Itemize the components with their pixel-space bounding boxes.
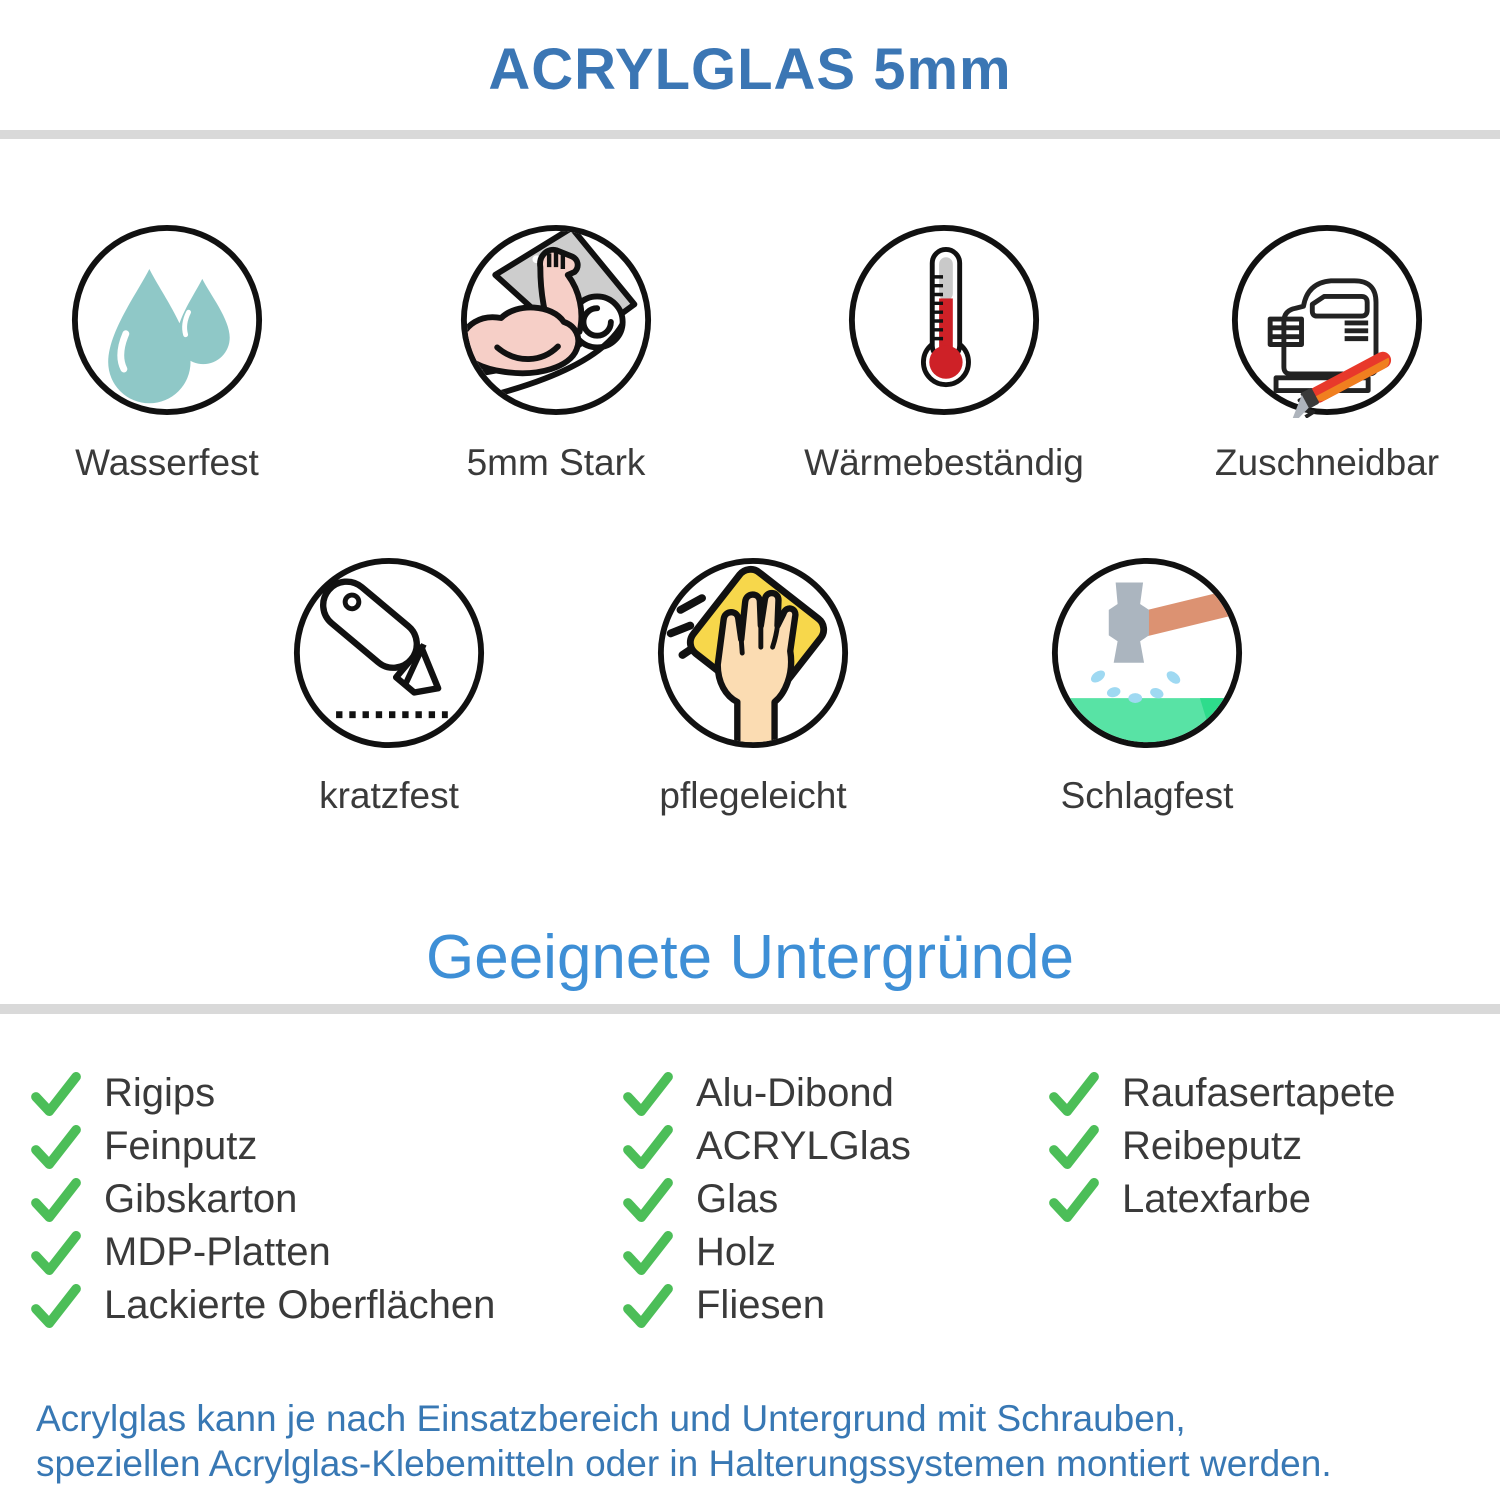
feature-scratch-resistant (219, 555, 559, 817)
surface-label: Raufasertapete (1122, 1071, 1396, 1115)
page-title: ACRYLGLAS 5mm (488, 37, 1012, 102)
feature-waterproof (0, 222, 337, 484)
list-item (30, 1120, 495, 1173)
flexed-arm-roll-icon (458, 222, 654, 418)
list-item (1048, 1120, 1396, 1173)
list-item (622, 1173, 911, 1226)
list-item (622, 1120, 911, 1173)
checkmark-icon (1048, 1178, 1100, 1222)
surface-label: Gibskarton (104, 1177, 298, 1221)
checkmark-icon (622, 1072, 674, 1116)
surface-label: Fliesen (696, 1283, 825, 1327)
feature-label: Zuschneidbar (1214, 442, 1440, 483)
surface-label: Reibeputz (1122, 1124, 1303, 1168)
surfaces-column-2 (622, 1067, 911, 1332)
divider (0, 1004, 1500, 1014)
list-item (622, 1067, 911, 1120)
feature-cuttable (1157, 222, 1497, 484)
checkmark-icon (30, 1284, 82, 1328)
checkmark-icon (622, 1231, 674, 1275)
list-item (622, 1226, 911, 1279)
surface-label: Feinputz (104, 1124, 258, 1168)
checkmark-icon (30, 1231, 82, 1275)
footer-line-1: Acrylglas kann je nach Einsatzbereich und Untergrund mit Schrauben, (36, 1398, 1186, 1439)
list-item (30, 1226, 495, 1279)
footer-note (36, 1396, 1332, 1486)
feature-label: pflegeleicht (659, 775, 847, 816)
jigsaw-cutter-icon (1229, 222, 1425, 418)
list-item (30, 1067, 495, 1120)
checkmark-icon (1048, 1125, 1100, 1169)
feature-label: Schlagfest (1060, 775, 1234, 816)
checkmark-icon (1048, 1072, 1100, 1116)
feature-label: Wasserfest (75, 442, 259, 483)
list-item (1048, 1173, 1396, 1226)
feature-thickness (386, 222, 726, 484)
surface-label: Alu-Dibond (696, 1071, 894, 1115)
feature-label: Wärmebeständig (804, 442, 1084, 483)
surfaces-column-3 (1048, 1067, 1396, 1226)
checkmark-icon (622, 1178, 674, 1222)
checkmark-icon (622, 1125, 674, 1169)
hammer-impact-icon (1049, 555, 1245, 751)
feature-impact-resistant (977, 555, 1317, 817)
feature-easy-care (583, 555, 923, 817)
checkmark-icon (30, 1178, 82, 1222)
feature-label: kratzfest (319, 775, 459, 816)
surface-label: MDP-Platten (104, 1230, 331, 1274)
water-drops-icon (69, 222, 265, 418)
list-item (30, 1279, 495, 1332)
checkmark-icon (30, 1072, 82, 1116)
list-item (622, 1279, 911, 1332)
divider (0, 130, 1500, 139)
feature-label: 5mm Stark (466, 442, 646, 483)
surface-label: Glas (696, 1177, 779, 1221)
surface-label: ACRYLGlas (696, 1124, 911, 1168)
surfaces-column-1 (30, 1067, 495, 1332)
footer-line-2: speziellen Acrylglas-Klebemitteln oder in Halterungssystemen montiert werden. (36, 1443, 1332, 1484)
section-title: Geeignete Untergründe (425, 923, 1074, 992)
wiping-hand-icon (655, 555, 851, 751)
feature-heat-resistant (774, 222, 1114, 484)
surface-label: Lackierte Oberflächen (104, 1283, 496, 1327)
checkmark-icon (622, 1284, 674, 1328)
surface-label: Rigips (104, 1071, 216, 1115)
list-item (1048, 1067, 1396, 1120)
checkmark-icon (30, 1125, 82, 1169)
list-item (30, 1173, 495, 1226)
surface-label: Latexfarbe (1122, 1177, 1312, 1221)
surface-label: Holz (696, 1230, 777, 1274)
thermometer-icon (846, 222, 1042, 418)
utility-knife-icon (291, 555, 487, 751)
